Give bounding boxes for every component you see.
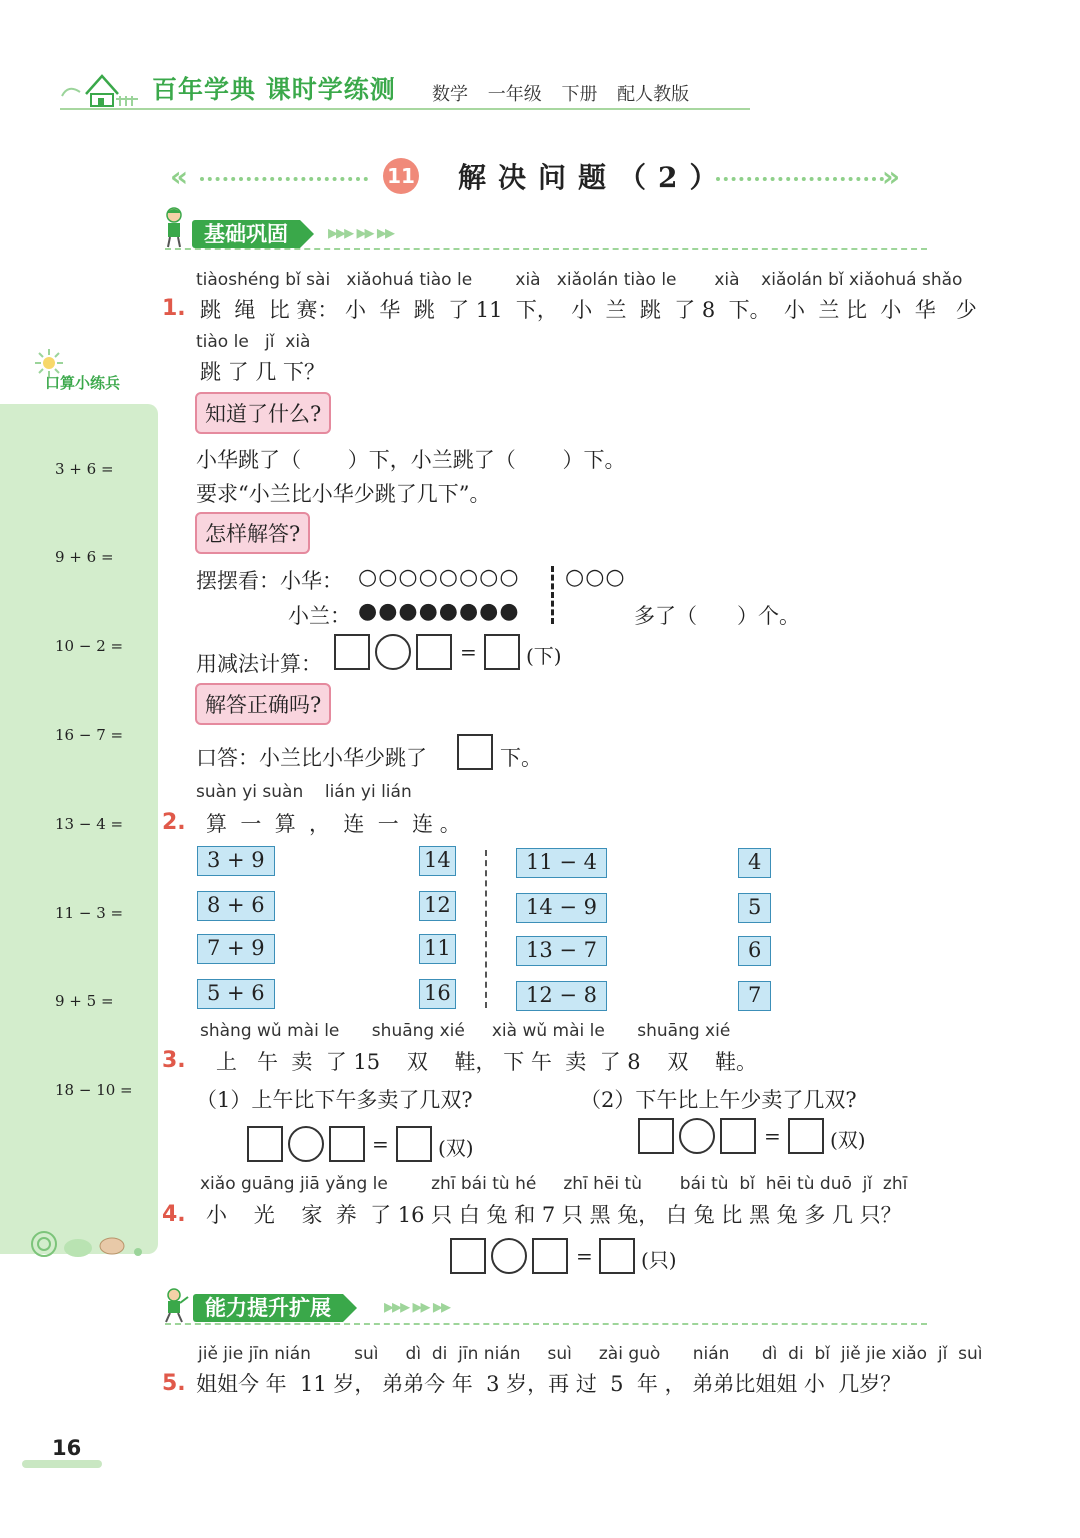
answer-box[interactable] [329,1126,365,1162]
q4-text: 小 光 家 养 了 16 只 白 兔 和 7 只 黑 兔， 白 兔 比 黑 兔 多 几 只？ [206,1203,902,1227]
match-expression[interactable]: 3 + 9 [197,846,275,876]
match-result[interactable]: 6 [738,936,771,966]
operator-circle[interactable] [375,634,411,670]
equals-sign: = [576,1244,593,1268]
brand-title: 百年学典 课时学练测 [152,75,396,104]
q1-dash-separator [551,566,554,624]
q1-text-line1: 跳 绳 比 赛： 小 华 跳 了 11 下， 小 兰 跳 了 8 下。 小 兰 比 小 华 少 [200,298,977,322]
answer-box[interactable] [334,634,370,670]
equals-sign: = [460,640,477,664]
title-dotline-right [716,177,884,181]
sidebar-calc: 3 + 6 = [55,460,114,478]
double-chevron-right-icon: » [882,160,901,193]
sidebar-calc: 13 − 4 = [55,815,124,833]
answer-box[interactable] [484,634,520,670]
sidebar-title: 口算小练兵 [45,374,121,392]
q5-text: 姐姐今 年 11 岁， 弟弟今 年 3 岁，再 过 5 年 ， 弟弟比姐姐 小 几岁？ [196,1372,902,1396]
answer-box[interactable] [450,1238,486,1274]
operator-circle[interactable] [679,1118,715,1154]
sidebar-calc: 9 + 6 = [55,548,114,566]
unit-label: (双) [830,1128,866,1152]
section-basic-banner: 基础巩固 [192,220,300,248]
q5-number: 5. [162,1371,186,1396]
title-dotline-left [200,177,368,181]
snail-decor-icon [18,1222,148,1266]
equals-sign: = [764,1124,781,1148]
q1-pinyin-line2: tiào le jǐ xià [196,332,311,352]
match-result[interactable]: 12 [419,891,456,921]
q3-pinyin: shàng wǔ mài le shuāng xié xià wǔ mài le shuāng xié [200,1021,731,1041]
answer-box[interactable] [247,1126,283,1162]
q4-number: 4. [162,1202,186,1227]
q4-pinyin: xiǎo guāng jiā yǎng le zhī bái tù hé zhī hēi tù bái tù bǐ hēi tù duō jǐ zhī [200,1174,908,1194]
match-result[interactable]: 4 [738,848,771,878]
q2-text: 算 一 算 ， 连 一 连 。 [206,812,461,836]
q2-pinyin: suàn yi suàn lián yi lián [196,782,412,802]
q3-text: 上 午 卖 了 15 双 鞋， 下 午 卖 了 8 双 鞋。 [216,1050,758,1074]
q1-more-text: 多了（ ）个。 [634,604,801,628]
page-number: 16 [52,1436,82,1460]
q1-lan-label: 小兰： [288,604,351,628]
unit-label: (双) [438,1136,474,1160]
match-expression[interactable]: 14 − 9 [516,893,607,923]
q1-known-line1: 小华跳了（ ）下，小兰跳了（ ）下。 [196,448,626,472]
section-basic-line [165,248,927,250]
match-expression[interactable]: 8 + 6 [197,891,275,921]
q1-subtract-label: 用减法计算： [196,652,322,676]
match-result[interactable]: 14 [419,846,456,876]
match-expression[interactable]: 11 − 4 [516,848,607,878]
lesson-number-badge: 11 [383,158,419,194]
kid-mascot-icon [160,1287,190,1323]
sidebar-calc: 9 + 5 = [55,992,114,1010]
match-expression[interactable]: 12 − 8 [516,981,607,1011]
q1-answer-prefix: 口答：小兰比小华少跳了 [196,746,427,770]
answer-box[interactable] [532,1238,568,1274]
q1-hua-circles: ○○○○○○○○ [358,565,520,590]
answer-box[interactable] [788,1118,824,1154]
match-expression[interactable]: 5 + 6 [197,979,275,1009]
q3-sub2: （2）下午比上午少卖了几双? [580,1088,857,1112]
answer-box[interactable] [396,1126,432,1162]
match-expression[interactable]: 7 + 9 [197,934,275,964]
q1-arrange-label: 摆摆看：小华： [196,569,343,593]
q3-number: 3. [162,1048,186,1073]
sidebar-calc: 16 − 7 = [55,726,124,744]
q1-known-label: 知道了什么? [195,392,331,434]
q1-number: 1. [162,296,186,321]
q1-lan-dots: ●●●●●●●● [358,599,520,624]
q1-answer-suffix: 下。 [500,746,542,770]
answer-box[interactable] [638,1118,674,1154]
match-result[interactable]: 11 [419,934,456,964]
sidebar-calc: 11 − 3 = [55,904,124,922]
header-divider [60,108,750,110]
answer-box[interactable] [416,634,452,670]
answer-box[interactable] [599,1238,635,1274]
q1-check-label: 解答正确吗? [195,683,331,725]
match-result[interactable]: 5 [738,893,771,923]
lesson-title: 解决问题（2） [458,161,730,194]
q1-how-label: 怎样解答? [195,512,310,554]
equals-sign: = [372,1132,389,1156]
section-advanced-banner: 能力提升扩展 [193,1294,343,1322]
match-expression[interactable]: 13 − 7 [516,936,607,966]
house-logo-icon [58,66,152,110]
sidebar-calc: 10 − 2 = [55,637,124,655]
match-result[interactable]: 16 [419,979,456,1009]
q1-hua-extra-circles: ○○○ [565,565,626,590]
q2-number: 2. [162,810,186,835]
operator-circle[interactable] [288,1126,324,1162]
section-advanced-line [165,1323,927,1325]
q3-sub1: （1）上午比下午多卖了几双? [196,1088,473,1112]
subject-info: 数学 一年级 下册 配人教版 [432,84,690,105]
answer-box[interactable] [720,1118,756,1154]
q5-pinyin: jiě jie jīn nián suì dì di jīn nián suì zài guò nián dì di bǐ jiě jie xiǎo jǐ suì [198,1344,983,1364]
match-result[interactable]: 7 [738,981,771,1011]
arrows-decor-icon: ▸▸▸ ▸▸ ▸▸ [384,1294,449,1318]
unit-label: (下) [526,644,562,668]
unit-label: (只) [641,1248,677,1272]
answer-box[interactable] [457,734,493,770]
q2-column-divider [485,850,487,1008]
kid-mascot-icon [160,206,188,248]
operator-circle[interactable] [491,1238,527,1274]
q1-text-line2: 跳 了 几 下？ [200,360,326,384]
q1-known-line2: 要求“小兰比小华少跳了几下”。 [196,482,491,506]
sidebar-calc: 18 − 10 = [55,1081,133,1099]
page-number-bar [22,1460,102,1468]
arrows-decor-icon: ▸▸▸ ▸▸ ▸▸ [328,220,393,244]
double-chevron-left-icon: « [170,160,189,193]
q1-pinyin-line1: tiàoshéng bǐ sài xiǎohuá tiào le xià xiǎolán tiào le xià xiǎolán bǐ xiǎohuá shǎo [196,270,963,290]
